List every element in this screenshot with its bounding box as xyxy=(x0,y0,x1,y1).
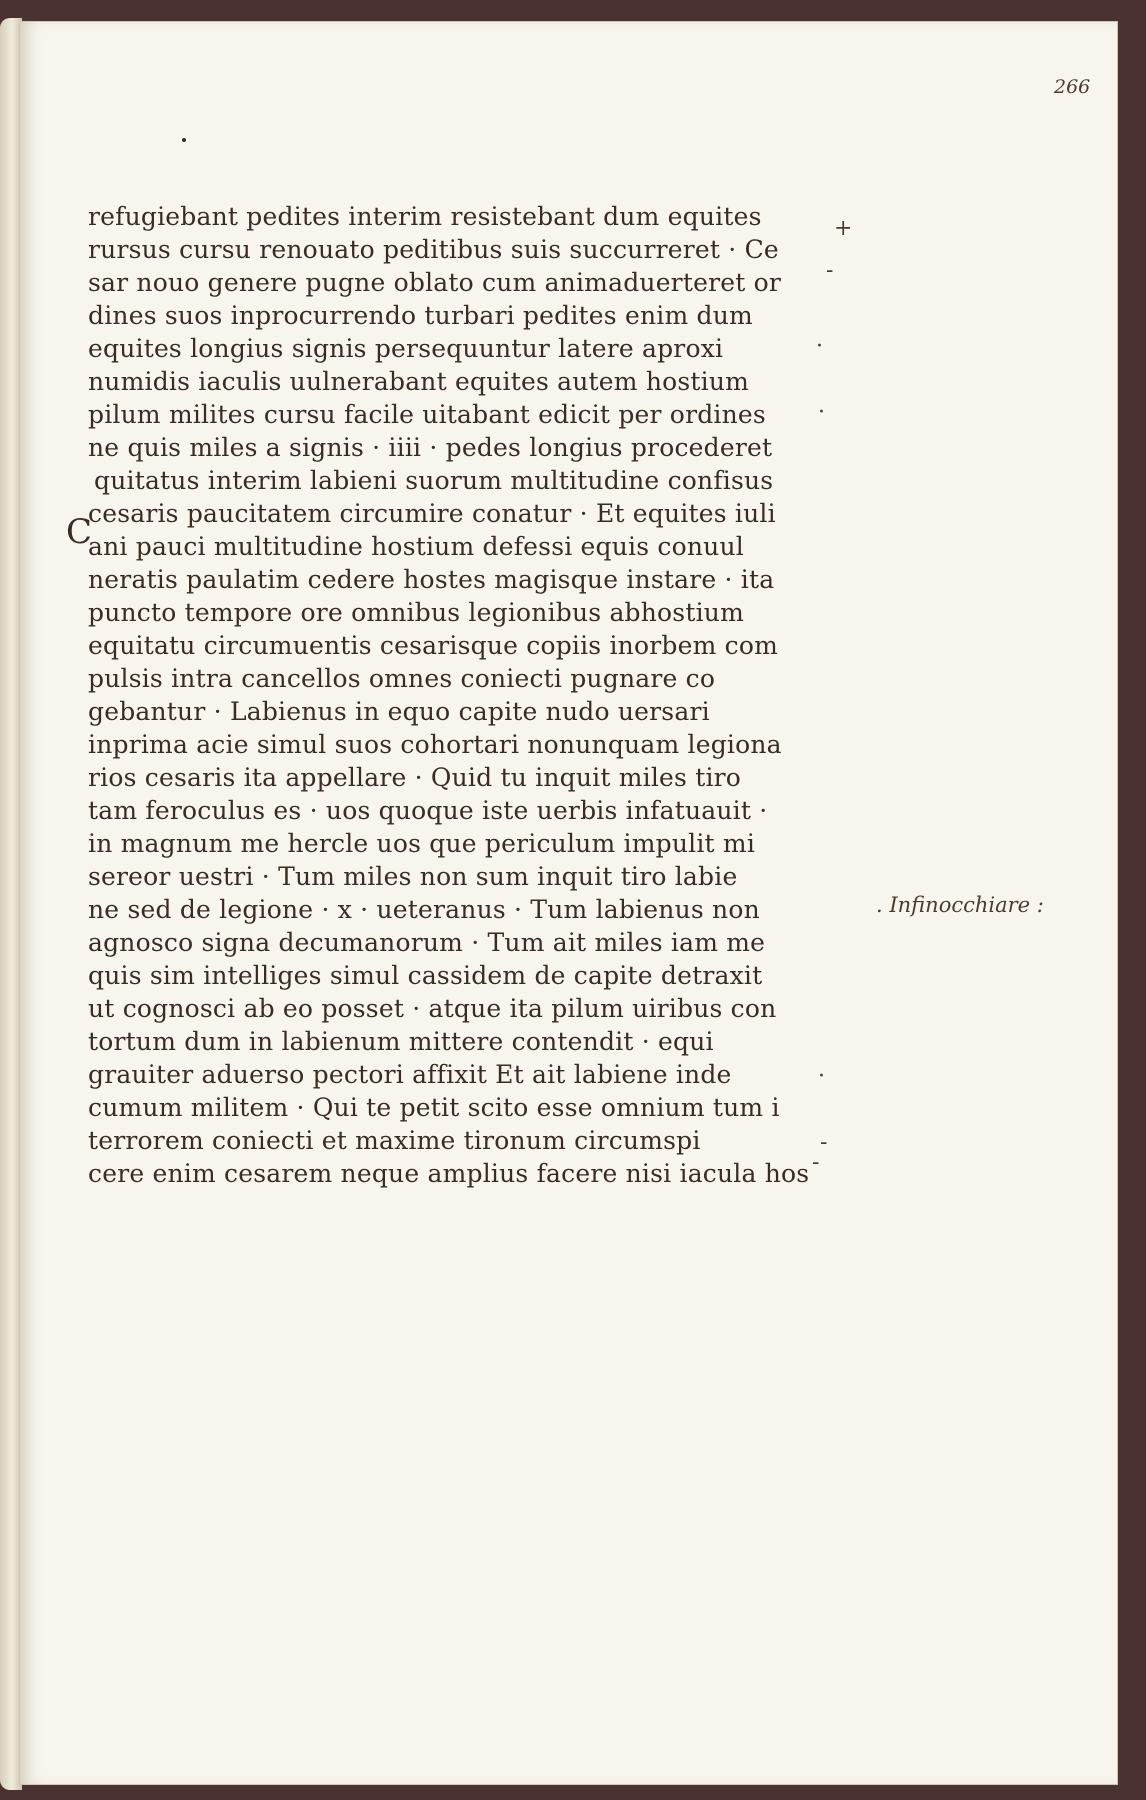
text-line: rursus cursu renouato peditibus suis succurreret · Ce xyxy=(88,235,779,264)
text-line: refugiebant pedites interim resistebant dum equites xyxy=(88,202,762,231)
text-line: terrorem coniecti et maxime tironum circumspi xyxy=(88,1126,701,1155)
book-spine xyxy=(0,18,22,1790)
folio-number: 266 xyxy=(1054,76,1091,98)
text-line: pulsis intra cancellos omnes coniecti pugnare co xyxy=(88,664,716,693)
margin-dot-mark: · xyxy=(816,334,823,359)
text-line: equitatu circumuentis cesarisque copiis inorbem com xyxy=(88,631,778,660)
text-line: quitatus interim labieni suorum multitudine confisus xyxy=(94,466,774,495)
margin-dash-mark: - xyxy=(826,258,834,283)
text-line: sar nouo genere pugne oblato cum animaduerteret or xyxy=(88,268,782,297)
ink-dot xyxy=(182,138,186,142)
text-line: inprima acie simul suos cohortari nonunquam legiona xyxy=(88,730,782,759)
margin-dash-mark: - xyxy=(820,1130,828,1155)
text-line: gebantur · Labienus in equo capite nudo uersari xyxy=(88,697,710,726)
text-line: ne sed de legione · x · ueteranus · Tum labienus non xyxy=(88,895,760,924)
text-line: pilum milites cursu facile uitabant edicit per ordines xyxy=(88,400,766,429)
text-line: rios cesaris ita appellare · Quid tu inquit miles tiro xyxy=(88,763,742,792)
text-line: grauiter aduerso pectori affixit Et ait labiene inde xyxy=(88,1060,732,1089)
text-line: ne quis miles a signis · iiii · pedes longius procederet xyxy=(88,433,773,462)
margin-dot-mark: · xyxy=(818,400,825,425)
text-line: tortum dum in labienum mittere contendit · equi xyxy=(88,1027,714,1056)
margin-dot-mark: · xyxy=(818,1064,825,1089)
margin-dash-mark: - xyxy=(812,1150,820,1175)
text-line: dines suos inprocurrendo turbari pedites enim dum xyxy=(88,301,753,330)
margin-plus-mark: + xyxy=(834,216,853,241)
text-line: tam feroculus es · uos quoque iste uerbis infatuauit · xyxy=(88,796,768,825)
text-line: cesaris paucitatem circumire conatur · Et equites iuli xyxy=(88,499,776,528)
marginal-gloss: . Infinocchiare : xyxy=(876,893,1044,917)
text-line: in magnum me hercle uos que periculum impulit mi xyxy=(88,829,756,858)
text-line: neratis paulatim cedere hostes magisque instare · ita xyxy=(88,565,775,594)
text-line: ut cognosci ab eo posset · atque ita pilum uiribus con xyxy=(88,994,777,1023)
text-line: puncto tempore ore omnibus legionibus abhostium xyxy=(88,598,744,627)
text-line: numidis iaculis uulnerabant equites autem hostium xyxy=(88,367,750,396)
text-line: sereor uestri · Tum miles non sum inquit tiro labie xyxy=(88,862,738,891)
text-line: quis sim intelliges simul cassidem de capite detraxit xyxy=(88,961,763,990)
initial-letter: C xyxy=(66,512,93,552)
text-line: equites longius signis persequuntur latere aproxi xyxy=(88,334,724,363)
text-line: agnosco signa decumanorum · Tum ait miles iam me xyxy=(88,928,766,957)
text-line: ani pauci multitudine hostium defessi equis conuul xyxy=(88,532,744,561)
text-line: cumum militem · Qui te petit scito esse omnium tum i xyxy=(88,1093,780,1122)
text-line: cere enim cesarem neque amplius facere nisi iacula hos xyxy=(88,1159,810,1188)
